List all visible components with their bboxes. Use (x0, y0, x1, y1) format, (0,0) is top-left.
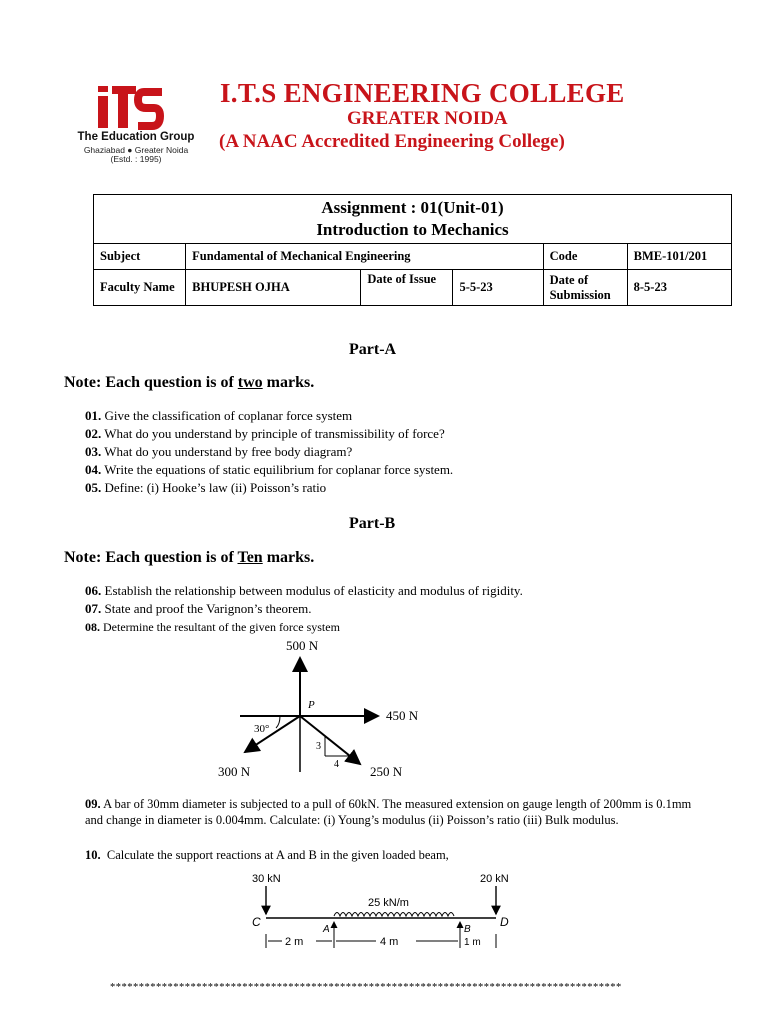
dim-1m: 1 m (464, 937, 481, 948)
question-01: 01. Give the classification of coplanar force system (85, 408, 353, 423)
issue-label: Date of Issue (361, 270, 453, 306)
question-04: 04. Write the equations of static equilibrium for coplanar force system. (85, 462, 454, 477)
question-09: 09. A bar of 30mm diameter is subjected to a pull of 60kN. The measured extension on gauge length of 200mm is 0.1mm and change in diameter is 0.004mm. Calculate: (i) Young’s modulus (ii) Poisson’s ratio (iii) Bulk modulus. (85, 797, 692, 827)
question-06: 06. Establish the relationship between modulus of elasticity and modulus of rigidity. (85, 583, 523, 598)
submission-label: Date of Submission (543, 270, 627, 306)
part-a-questions (85, 407, 725, 497)
point-a-label: A (323, 924, 330, 935)
slope-horizontal: 4 (334, 759, 339, 770)
udl-label: 25 kN/m (368, 897, 409, 909)
part-b-note: Note: Each question is of Ten marks. (64, 549, 315, 566)
assignment-title: Assignment : 01(Unit-01) (321, 198, 504, 217)
dim-4m: 4 m (380, 936, 399, 948)
assignment-info-table (93, 194, 732, 306)
force-label-left: 300 N (218, 764, 251, 779)
college-name: I.T.S ENGINEERING COLLEGE (220, 78, 625, 108)
part-a-note: Note: Each question is of two marks. (64, 374, 315, 391)
assignment-subtitle: Introduction to Mechanics (316, 220, 509, 239)
part-a-heading: Part-A (349, 341, 397, 358)
subject-label: Subject (94, 244, 186, 270)
submission-value: 8-5-23 (627, 270, 731, 306)
logo-location: Ghaziabad ● Greater Noida (Estd. : 1995) (83, 145, 189, 164)
issue-value: 5-5-23 (453, 270, 543, 306)
code-value: BME-101/201 (627, 244, 731, 270)
part-b-marks: Ten (237, 549, 263, 566)
part-a-marks: two (237, 374, 263, 391)
question-07: 07. State and proof the Varignon’s theorem. (85, 601, 312, 616)
question-05: 05. Define: (i) Hooke’s law (ii) Poisson’s ratio (85, 480, 327, 495)
its-logo-mark (96, 84, 166, 130)
logo-group-name: The Education Group (77, 131, 195, 143)
accreditation-line: (A NAAC Accredited Engineering College) (219, 131, 565, 152)
subject-value: Fundamental of Mechanical Engineering (186, 244, 543, 270)
point-c-label: C (252, 915, 261, 929)
code-label: Code (543, 244, 627, 270)
point-label: P (308, 699, 315, 711)
force-system-diagram (210, 636, 430, 786)
angle-label: 30° (254, 723, 270, 735)
question-08: 08. Determine the resultant of the given force system (85, 620, 340, 634)
question-10: 10. Calculate the support reactions at A and B in the given loaded beam, (85, 848, 449, 862)
load-d-label: 20 kN (480, 873, 509, 885)
part-b-questions-6-8 (85, 582, 725, 636)
footer-separator: ***************************************************************************************** (110, 982, 622, 993)
force-label-up: 500 N (286, 638, 319, 653)
college-city: GREATER NOIDA (347, 108, 508, 129)
part-b-heading: Part-B (349, 515, 396, 532)
load-c-label: 30 kN (252, 873, 281, 885)
force-label-down: 250 N (370, 764, 403, 779)
faculty-label: Faculty Name (94, 270, 186, 306)
question-02: 02. What do you understand by principle of transmissibility of force? (85, 426, 445, 441)
point-b-label: B (464, 924, 471, 935)
question-03: 03. What do you understand by free body diagram? (85, 444, 353, 459)
dim-2m: 2 m (285, 936, 304, 948)
faculty-value: BHUPESH OJHA (186, 270, 361, 306)
assignment-title-cell (94, 195, 732, 244)
force-label-right: 450 N (386, 708, 419, 723)
slope-vertical: 3 (316, 741, 321, 752)
loaded-beam-diagram (246, 866, 526, 956)
point-d-label: D (500, 915, 509, 929)
